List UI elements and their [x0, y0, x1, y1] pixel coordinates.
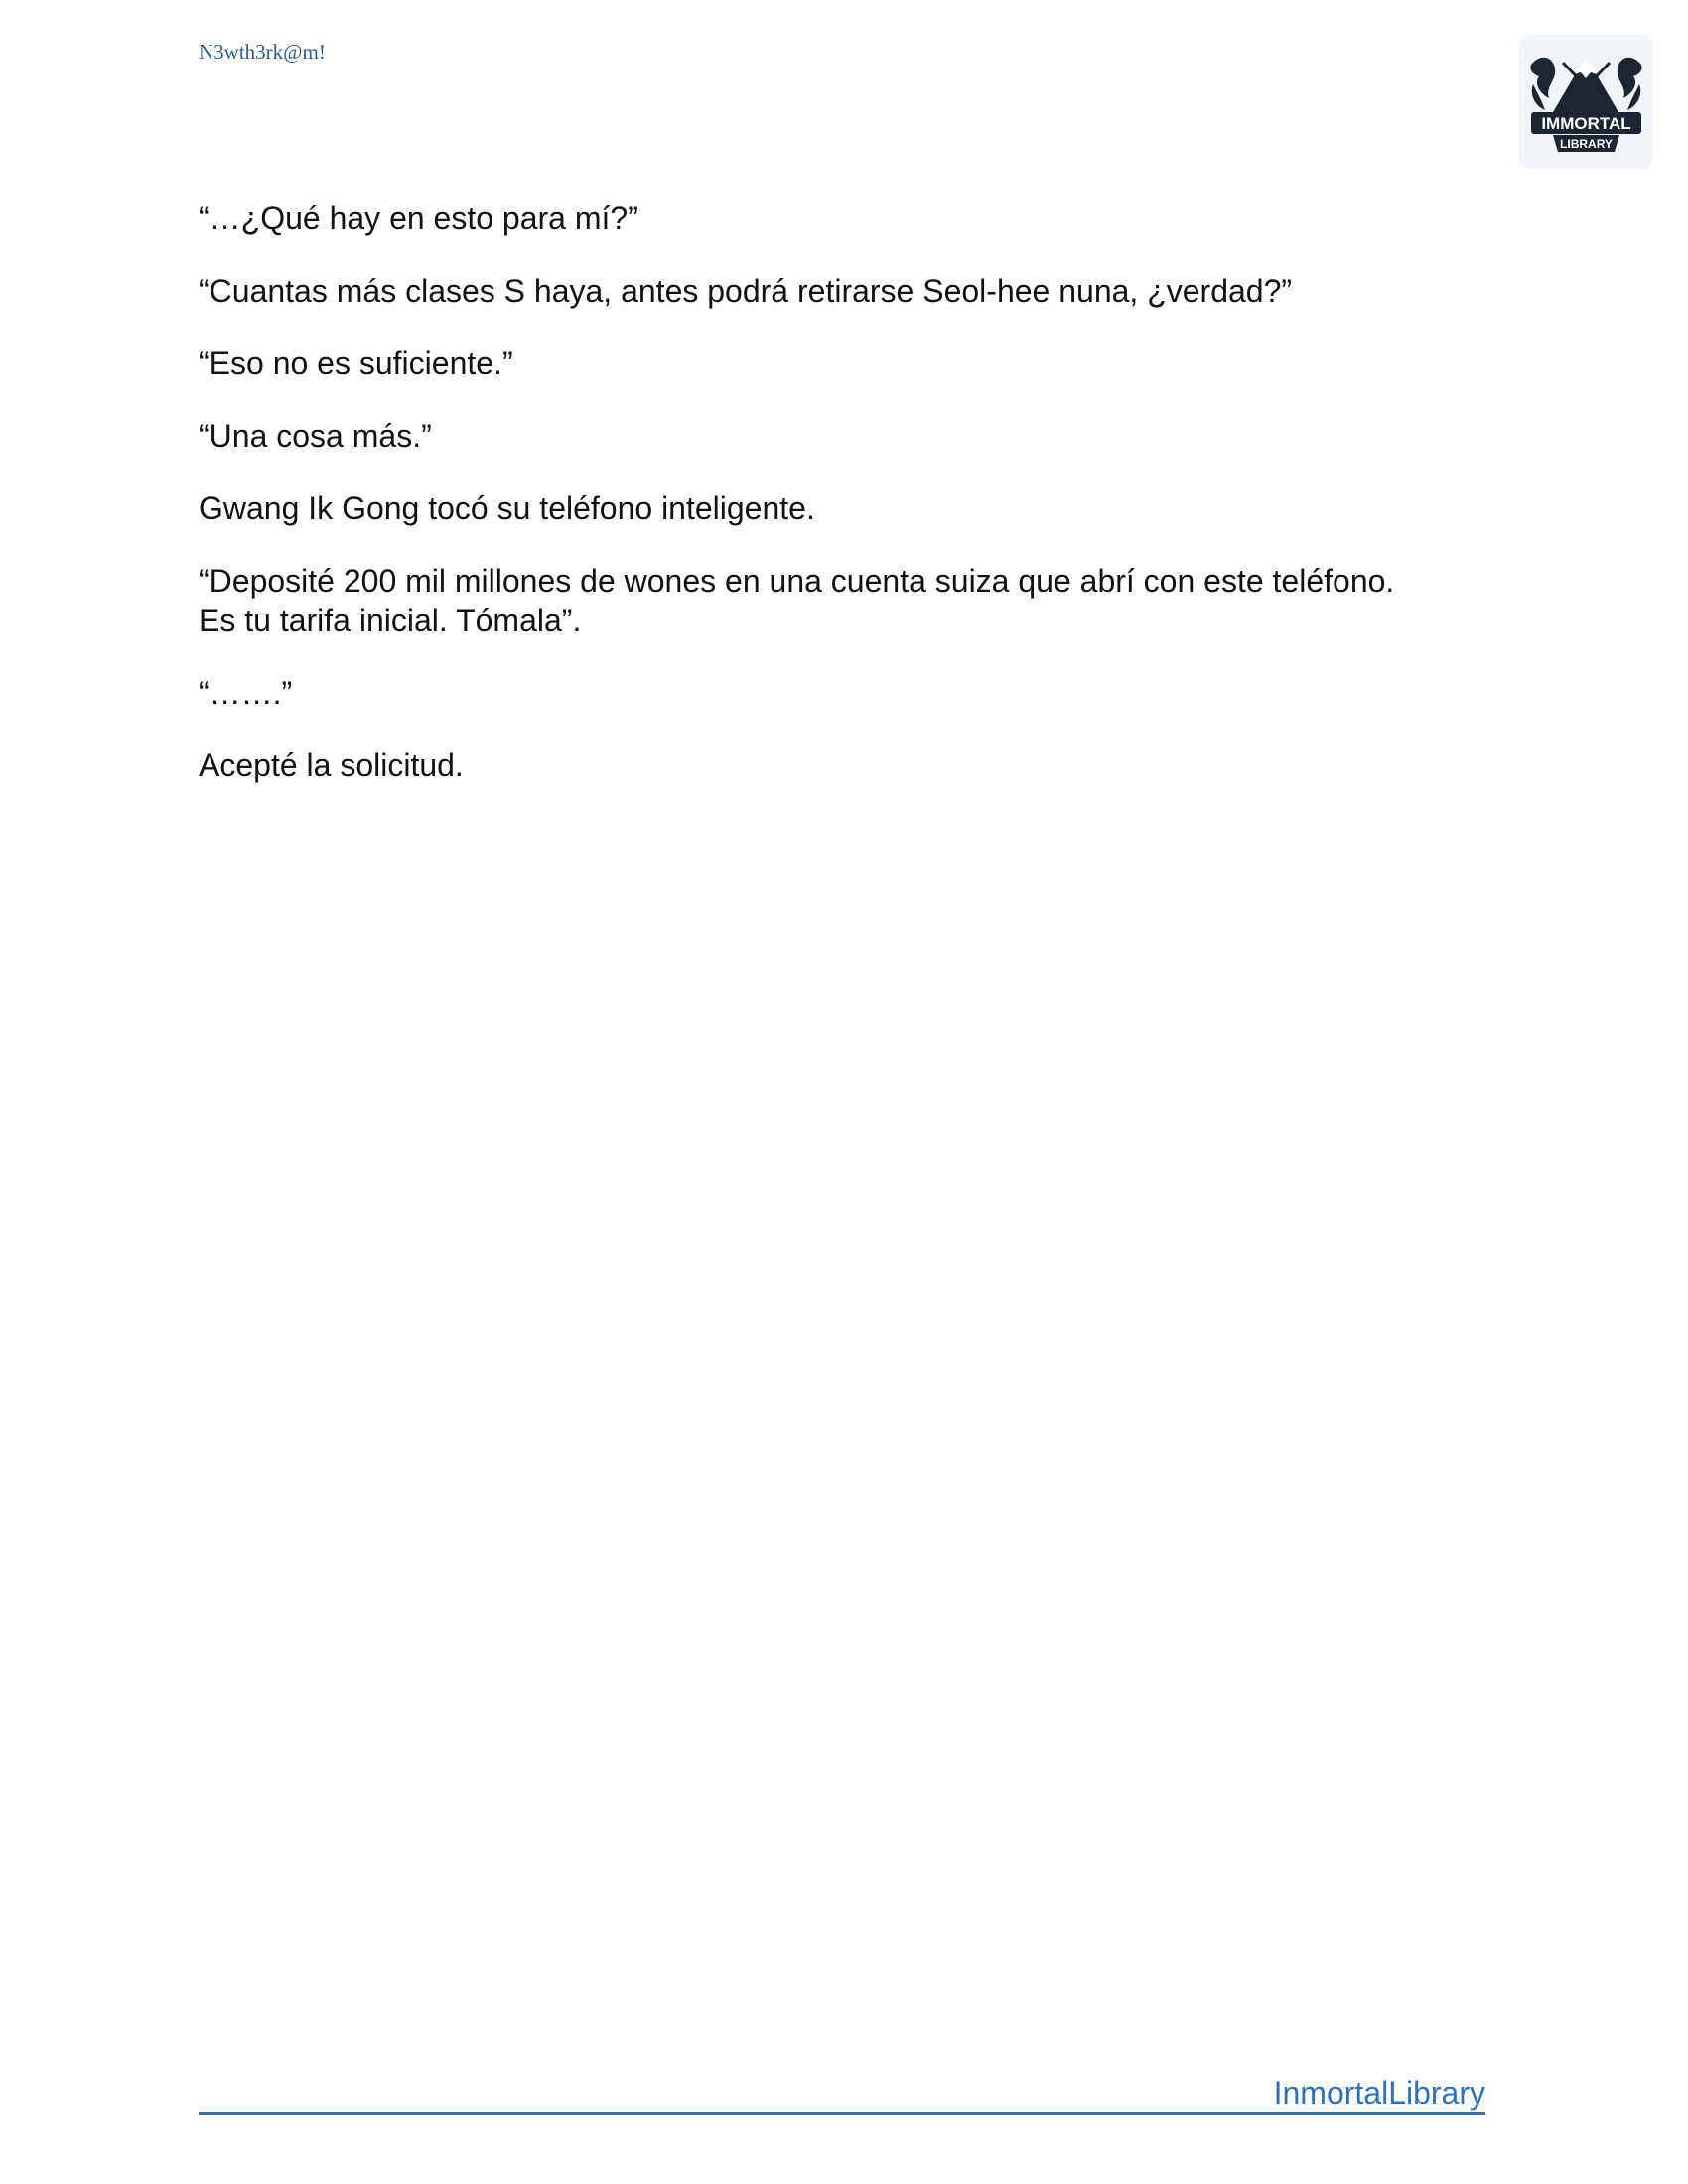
paragraph: “…….”	[199, 675, 293, 711]
paragraph: “Cuantas más clases S haya, antes podrá retirarse Seol-hee nuna, ¿verdad?”	[199, 273, 1293, 309]
logo-text-library: LIBRARY	[1560, 137, 1613, 151]
footer-library-name: InmortalLibrary	[1273, 2075, 1485, 2111]
header-watermark-text: N3wth3rk@m!	[199, 40, 326, 64]
paragraph: Gwang Ik Gong tocó su teléfono inteligente.	[199, 490, 815, 526]
paragraph: “Una cosa más.”	[199, 418, 432, 454]
paragraph: Acepté la solicitud.	[199, 748, 464, 783]
footer-divider	[199, 2112, 1485, 2115]
paragraph: “Eso no es suficiente.”	[199, 345, 513, 381]
document-body	[199, 199, 1489, 818]
logo-text-immortal: IMMORTAL	[1541, 114, 1631, 133]
paragraph: “…¿Qué hay en esto para mí?”	[199, 201, 638, 236]
paragraph: “Deposité 200 mil millones de wones en una cuenta suiza que abrí con este teléfono. Es tu tarifa inicial. Tómala”.	[199, 563, 1395, 638]
immortal-library-logo-icon	[1519, 35, 1653, 169]
